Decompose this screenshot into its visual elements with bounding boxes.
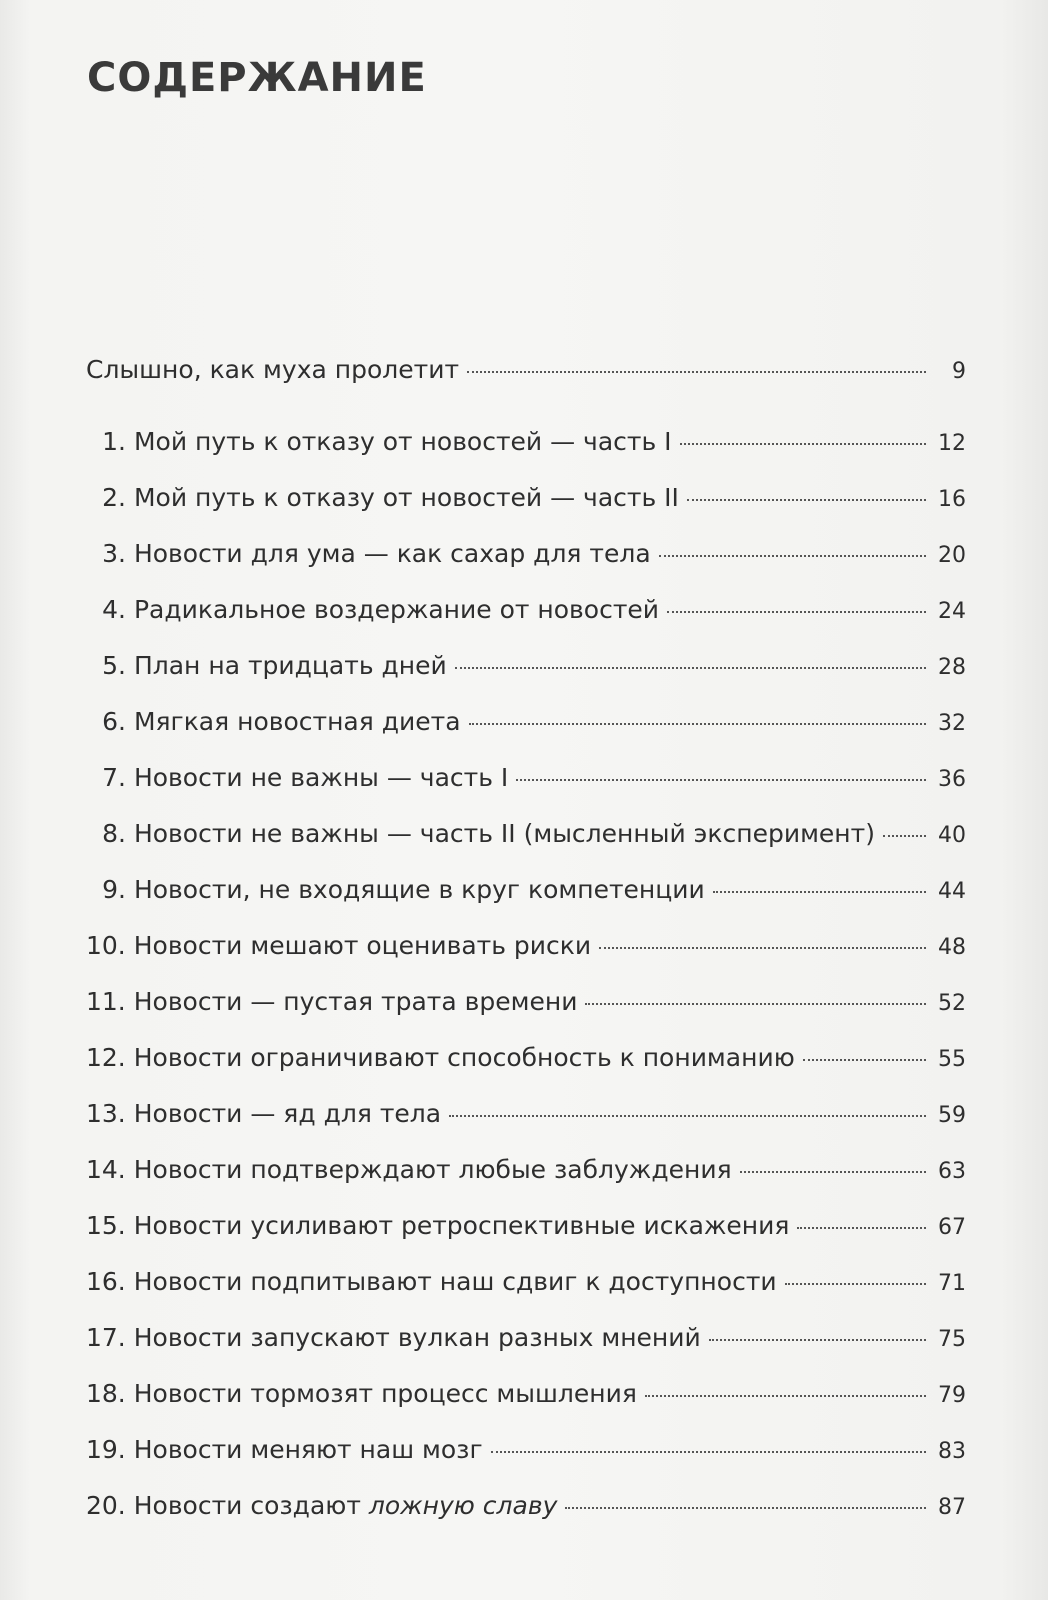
chapter-number: 12.: [86, 1043, 126, 1072]
toc-entry-label: [86, 702, 461, 742]
chapter-title-italic: ложную славу: [368, 1491, 558, 1520]
toc-entry-label: [86, 1094, 441, 1134]
dot-leader: [803, 1059, 926, 1061]
toc-entry-label: [86, 982, 577, 1022]
chapter-title: Новости ограничивают способность к пониманию: [133, 1043, 795, 1072]
toc-entry-label: [86, 1206, 789, 1246]
chapter-title: Радикальное воздержание от новостей: [133, 595, 660, 624]
toc-entry-page: 16: [938, 487, 966, 512]
toc-entry-page: 40: [938, 823, 966, 848]
dot-leader: [667, 611, 926, 613]
dot-leader: [709, 1339, 926, 1341]
toc-entry-label: [86, 422, 672, 462]
chapter-number: 3.: [102, 539, 126, 568]
chapter-number: 13.: [86, 1099, 126, 1128]
dot-leader: [713, 891, 926, 893]
dot-leader: [469, 723, 926, 725]
toc-entry: [86, 758, 966, 814]
chapter-number: 18.: [86, 1379, 126, 1408]
chapter-title: Новости меняют наш мозг: [133, 1435, 483, 1464]
chapter-number: 11.: [86, 987, 126, 1016]
chapter-number: 8.: [102, 819, 126, 848]
toc-entry-page: 75: [938, 1327, 966, 1352]
toc-entry-label: [86, 870, 705, 910]
toc-entry-label: [86, 926, 591, 966]
dot-leader: [797, 1227, 926, 1229]
chapter-title: Новости — пустая трата времени: [133, 987, 578, 1016]
toc-entry-intro: [86, 350, 966, 406]
toc-entry-page: 83: [938, 1439, 966, 1464]
toc-entry: [86, 1206, 966, 1262]
dot-leader: [565, 1507, 926, 1509]
toc-entry-label: [86, 1430, 483, 1470]
chapter-title: Новости — яд для тела: [133, 1099, 442, 1128]
chapter-title: Новости, не входящие в круг компетенции: [133, 875, 705, 904]
toc-entry: [86, 1318, 966, 1374]
chapter-number: 9.: [102, 875, 126, 904]
toc-entry-page: 9: [952, 359, 966, 384]
toc-entry-page: 79: [938, 1383, 966, 1408]
chapter-title: Мой путь к отказу от новостей — часть I: [133, 427, 672, 456]
dot-leader: [680, 443, 926, 445]
dot-leader: [687, 499, 926, 501]
chapter-title: Новости подпитывают наш сдвиг к доступности: [133, 1267, 777, 1296]
toc-entry-label: [86, 1038, 795, 1078]
toc-entry-page: 28: [938, 655, 966, 680]
chapter-number: 4.: [102, 595, 126, 624]
toc-entry-page: 63: [938, 1159, 966, 1184]
toc-entry: [86, 534, 966, 590]
chapter-number: 19.: [86, 1435, 126, 1464]
chapter-number: 10.: [86, 931, 126, 960]
toc-entry: [86, 870, 966, 926]
chapter-title: Новости подтверждают любые заблуждения: [133, 1155, 732, 1184]
dot-leader: [455, 667, 926, 669]
toc-entry: [86, 478, 966, 534]
chapter-number: 15.: [86, 1211, 126, 1240]
chapter-title: Новости усиливают ретроспективные искажения: [133, 1211, 790, 1240]
toc-entry-page: 44: [938, 879, 966, 904]
toc-entry: [86, 590, 966, 646]
toc-entry-label: [86, 1486, 557, 1526]
chapter-title: Новости запускают вулкан разных мнений: [133, 1323, 701, 1352]
chapter-title: Новости не важны — часть II (мысленный эксперимент): [133, 819, 875, 848]
toc-entry-page: 20: [938, 543, 966, 568]
toc-entry-label: [86, 758, 508, 798]
toc-entry-page: 32: [938, 711, 966, 736]
toc-entry: [86, 702, 966, 758]
dot-leader: [659, 555, 926, 557]
dot-leader: [467, 371, 926, 373]
toc-entry: [86, 1150, 966, 1206]
chapter-title: Новости не важны — часть I: [133, 763, 509, 792]
chapter-number: 20.: [86, 1491, 126, 1520]
dot-leader: [599, 947, 926, 949]
toc-entry-page: 71: [938, 1271, 966, 1296]
chapter-title: Мой путь к отказу от новостей — часть II: [133, 483, 679, 512]
toc-entry-page: 24: [938, 599, 966, 624]
dot-leader: [516, 779, 926, 781]
toc-entry: [86, 814, 966, 870]
chapter-title: План на тридцать дней: [133, 651, 447, 680]
toc-entry-page: 48: [938, 935, 966, 960]
toc-entry: [86, 422, 966, 478]
toc-entry: [86, 1038, 966, 1094]
toc-entry: [86, 1094, 966, 1150]
chapter-title: Новости тормозят процесс мышления: [133, 1379, 637, 1408]
toc-entry: [86, 926, 966, 982]
toc-entry: [86, 1486, 966, 1542]
toc-entry-page: 67: [938, 1215, 966, 1240]
toc-entry-label: [86, 1262, 777, 1302]
toc-entry: [86, 1374, 966, 1430]
toc-entry-page: 36: [938, 767, 966, 792]
toc-entry-page: 59: [938, 1103, 966, 1128]
page-title: СОДЕРЖАНИЕ: [87, 55, 427, 101]
chapter-number: 7.: [102, 763, 126, 792]
toc-entry-page: 52: [938, 991, 966, 1016]
toc-entry-label: [86, 1318, 701, 1358]
chapter-number: 16.: [86, 1267, 126, 1296]
toc-entry: [86, 982, 966, 1038]
dot-leader: [883, 835, 926, 837]
toc-entry: [86, 1262, 966, 1318]
dot-leader: [740, 1171, 926, 1173]
table-of-contents: [86, 350, 966, 1542]
toc-entry: [86, 1430, 966, 1486]
dot-leader: [785, 1283, 926, 1285]
toc-entry-page: 87: [938, 1495, 966, 1520]
toc-entry-label: [86, 590, 659, 630]
toc-entry-label: [86, 1374, 637, 1414]
chapter-title: Новости мешают оценивать риски: [133, 931, 592, 960]
toc-entry-page: 12: [938, 431, 966, 456]
chapter-number: 1.: [102, 427, 126, 456]
dot-leader: [449, 1115, 926, 1117]
chapter-number: 14.: [86, 1155, 126, 1184]
chapter-title: Мягкая новостная диета: [133, 707, 461, 736]
toc-entry-label: [86, 646, 447, 686]
toc-entry-page: 55: [938, 1047, 966, 1072]
chapter-number: 17.: [86, 1323, 126, 1352]
chapter-number: 5.: [102, 651, 126, 680]
dot-leader: [491, 1451, 926, 1453]
chapter-title: Новости для ума — как сахар для тела: [133, 539, 651, 568]
toc-entry-label: Слышно, как муха пролетит: [86, 355, 460, 384]
toc-entry-label: [86, 478, 679, 518]
toc-entry-label: [86, 534, 651, 574]
toc-entry-label: [86, 1150, 732, 1190]
chapter-title: Новости создают: [133, 1491, 361, 1520]
toc-entry: [86, 646, 966, 702]
toc-entry-label: [86, 814, 875, 854]
dot-leader: [585, 1003, 926, 1005]
chapter-number: 6.: [102, 707, 126, 736]
dot-leader: [645, 1395, 926, 1397]
chapter-number: 2.: [102, 483, 126, 512]
